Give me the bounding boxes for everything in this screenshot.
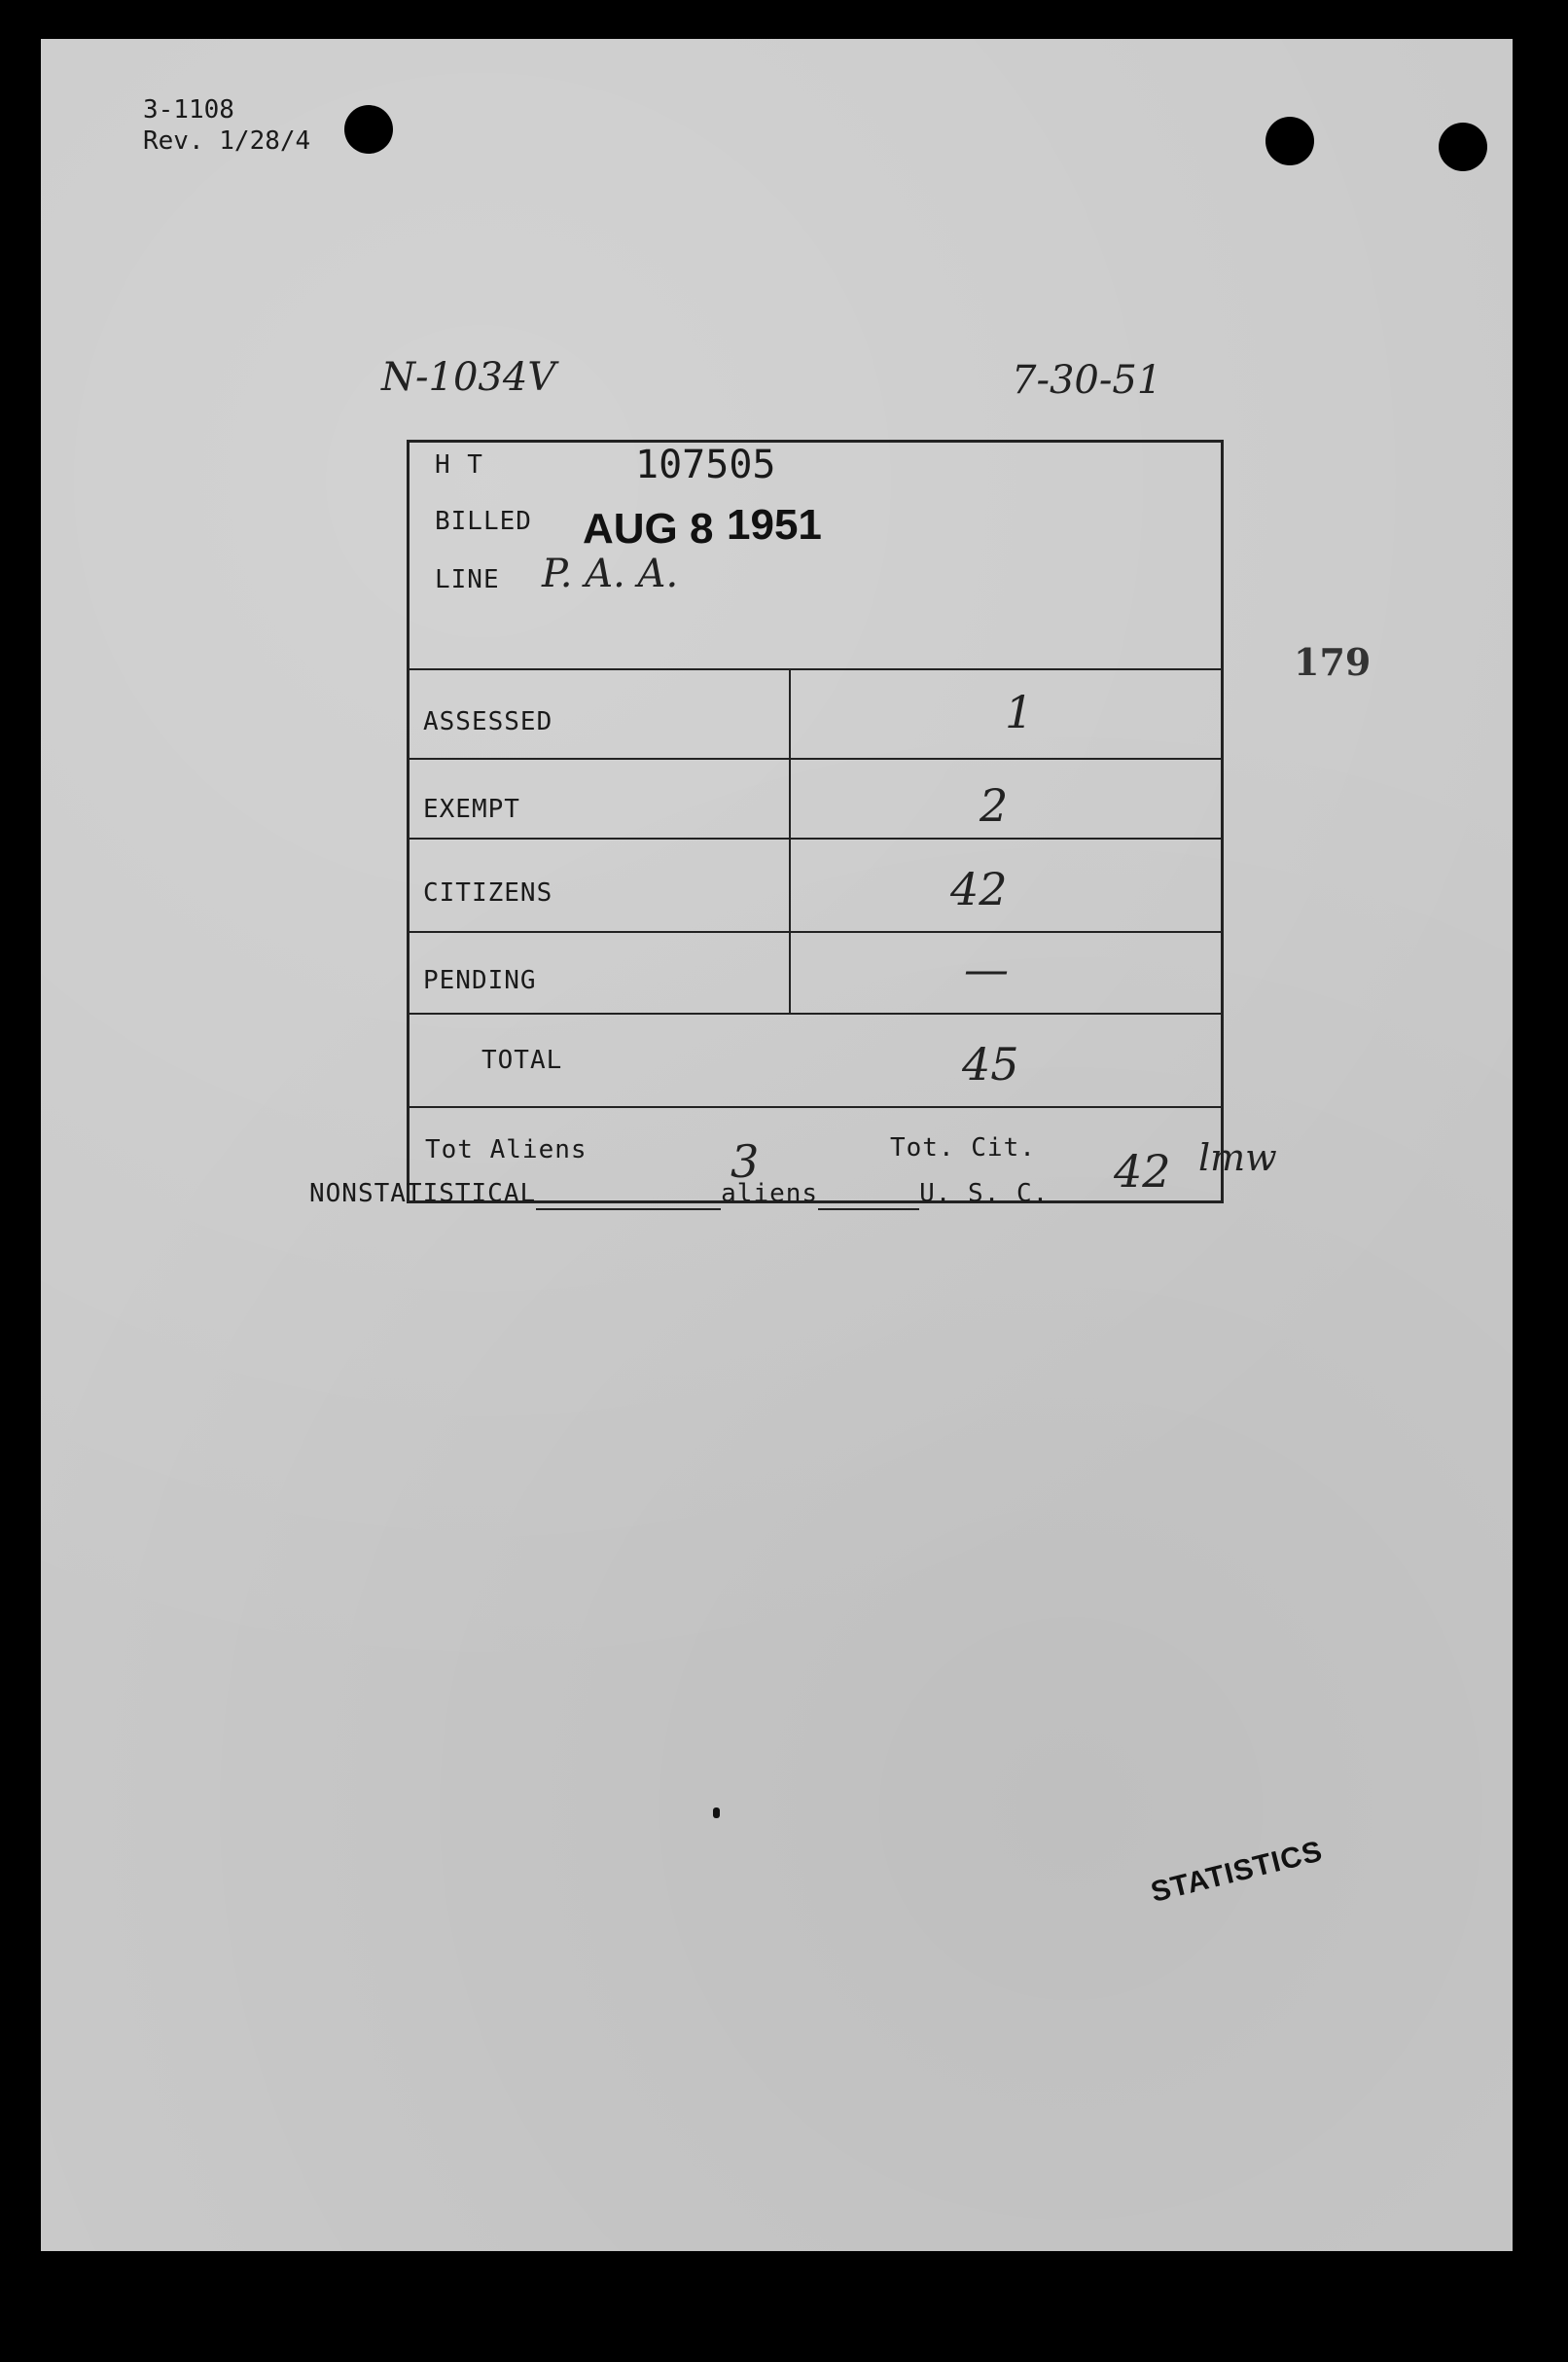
row-label-assessed: ASSESSED xyxy=(423,707,553,736)
row-label-pending: PENDING xyxy=(423,966,537,995)
column-divider xyxy=(789,668,791,1013)
punch-hole-center xyxy=(1265,117,1314,165)
row-label-exempt: EXEMPT xyxy=(423,795,520,824)
usc-label: U. S. C. xyxy=(919,1179,1050,1208)
nonstatistical-blank xyxy=(536,1179,721,1210)
aliens-blank xyxy=(818,1179,919,1210)
divider-row-1 xyxy=(410,758,1221,760)
form-box xyxy=(407,440,1224,1203)
row-value-assessed: 1 xyxy=(1005,686,1034,738)
divider-row-3 xyxy=(410,931,1221,933)
aliens-label: aliens xyxy=(721,1179,819,1208)
billed-label: BILLED xyxy=(435,507,532,536)
tot-cit-value: 42 xyxy=(1114,1145,1171,1198)
page-number: 179 xyxy=(1294,640,1372,684)
ht-number: 107505 xyxy=(635,443,776,487)
punch-hole-right xyxy=(1439,123,1487,171)
row-value-exempt: 2 xyxy=(980,779,1009,832)
line-label: LINE xyxy=(435,565,500,594)
divider-row-5 xyxy=(410,1106,1221,1108)
billed-date-stamp-month: AUG 8 xyxy=(583,505,714,553)
line-value: P. A. A. xyxy=(542,552,679,596)
handwritten-file-number: N-1034V xyxy=(381,355,556,400)
row-value-citizens: 42 xyxy=(950,863,1008,915)
form-revision: Rev. 1/28/4 xyxy=(143,126,311,156)
nonstatistical-line xyxy=(309,1179,1049,1210)
divider-row-4 xyxy=(410,1013,1221,1015)
statistics-stamp: STATISTICS xyxy=(1148,1835,1327,1910)
row-value-pending: — xyxy=(964,943,1009,995)
tot-cit-label: Tot. Cit. xyxy=(890,1133,1036,1163)
ht-label: H T xyxy=(435,450,483,480)
handwritten-date: 7-30-51 xyxy=(1012,358,1162,403)
divider-header xyxy=(410,668,1221,670)
row-label-citizens: CITIZENS xyxy=(423,878,553,908)
ink-speck xyxy=(713,1807,720,1818)
document-page xyxy=(41,39,1513,2251)
nonstatistical-label: NONSTATISTICAL xyxy=(309,1179,537,1208)
form-number: 3-1108 xyxy=(143,95,234,125)
divider-row-2 xyxy=(410,838,1221,840)
total-value: 45 xyxy=(962,1038,1019,1091)
punch-hole-left xyxy=(344,105,393,154)
handwritten-initials: lmw xyxy=(1198,1136,1277,1179)
tot-aliens-value: 3 xyxy=(731,1135,760,1188)
billed-date-stamp-year: 1951 xyxy=(727,501,822,549)
tot-aliens-label: Tot Aliens xyxy=(425,1135,588,1164)
total-label: TOTAL xyxy=(481,1046,563,1075)
